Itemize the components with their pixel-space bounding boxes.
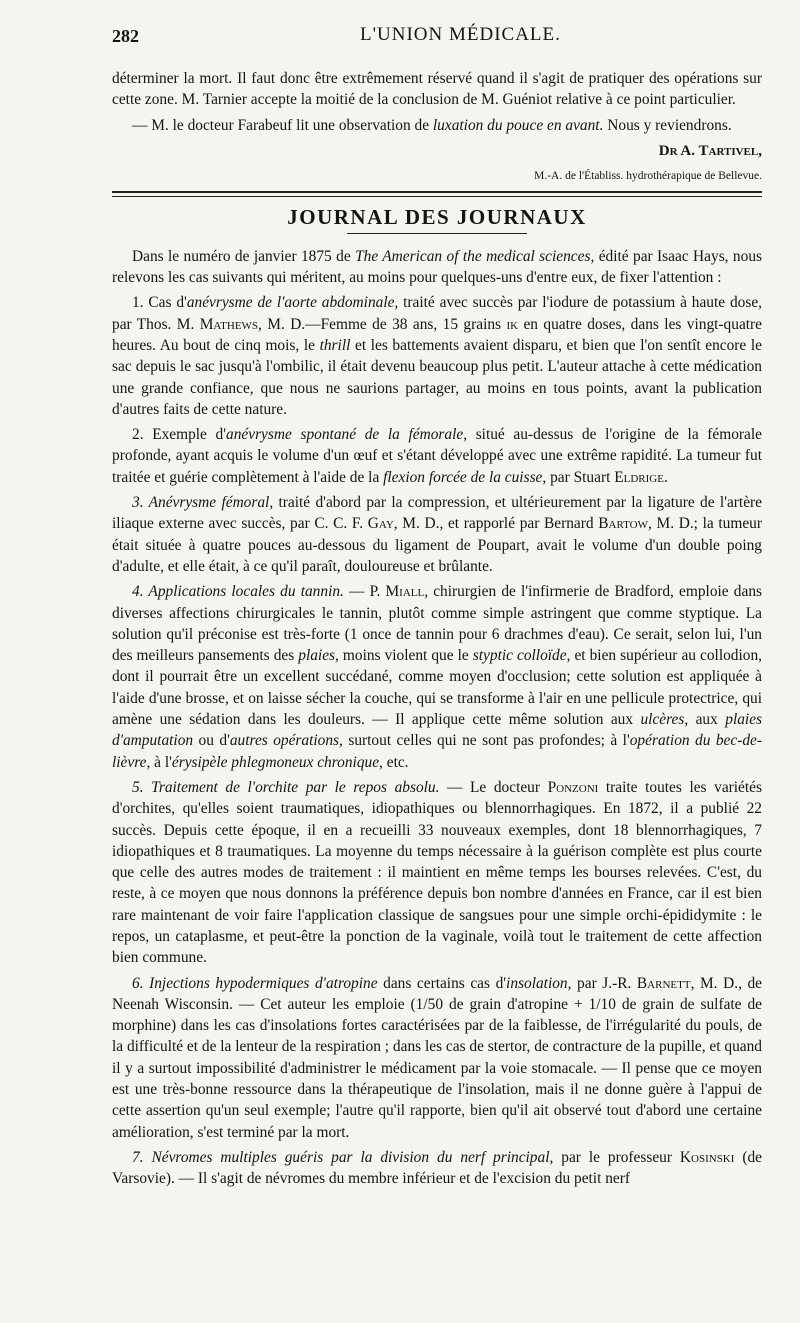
page-number: 282 bbox=[112, 26, 139, 46]
item-2: 2. Exemple d'anévrysme spontané de la fémorale, situé au-dessus de l'origine de la fémorale profonde, ayant acquis le volume d'un œuf et s'étant développé avec une extrême rapidité. La tumeur fut traitée et guérie complètement à l'aide de la flexion forcée de la cuisse, par Stuart Eldrige. bbox=[112, 426, 762, 486]
title-underline bbox=[347, 233, 527, 234]
lead-paragraph: Dans le numéro de janvier 1875 de The American of the medical sciences, édité par Isaac Hays, nous relevons les cas suivants qui méritent, au moins pour quelques-uns d'entre eux, de fixer l'attention : bbox=[112, 247, 763, 287]
running-title: L'UNION MÉDICALE. bbox=[360, 24, 561, 45]
section-title: JOURNAL DES JOURNAUX bbox=[287, 205, 587, 230]
page-header bbox=[112, 22, 762, 52]
item-3: 3. Anévrysme fémoral, traité d'abord par la compression, et ultérieurement par la ligature de l'artère iliaque externe avec succès, par C. C. F. Gay, M. D., et rapporlé par Bernard Bartow, M. D.; la tumeur était située à quatre pouces au-dessous du ligament de Poupart, avait le volume d'un double poing d'adulte, et elle était, à ce qu'il paraît, douloureuse et brûlante. bbox=[112, 494, 762, 575]
item-4: 4. Applications locales du tannin. — P. Miall, chirurgien de l'infirmerie de Bradford, emploie dans diverses affections chirurgicales le tannin, plutôt comme simple astringent que comme styptique. La solution qu'il préconise est très-forte (1 once de tannin pour 6 drachmes d'eau). Ce serait, selon lui, l'un des meilleurs pansements des plaies, moins violent que le styptic colloïde, et bien supérieur au collodion, dont il pourrait être un excellent succédané, comme moyen d'occlusion; cette solution est appliquée à l'aide d'une brosse, et on laisse sécher la couche, qui se transforme à l'air en une pellicule protectrice, qui amène une sédation dans les douleurs. — Il applique cette même solution aux ulcères, aux plaies d'amputation ou d'autres opérations, surtout celles qui ne sont pas profondes; à l'opération du bec-de-lièvre, à l'érysipèle phlegmoneux chronique, etc. bbox=[112, 583, 763, 771]
section-divider bbox=[112, 191, 762, 197]
farabeuf-paragraph: — M. le docteur Farabeuf lit une observation de luxation du pouce en avant. Nous y reviendrons. bbox=[132, 116, 732, 134]
item-5: 5. Traitement de l'orchite par le repos absolu. — Le docteur Ponzoni traite toutes les variétés d'orchites, qu'elles soient traumatiques, idiopathiques ou blennorrhagiques. En 1872, il a publié 22 succès. Depuis cette époque, il en a recueilli 33 nouveaux exemples, dont 18 blennorrhagiques, 7 idiopathiques et 8 traumatiques. La moyenne du temps nécessaire à la guérison complète est plus courte que celle des autres modes de traitement : il maintient en même temps les bourses relevées. C'est, du reste, à ce moyen que nous donnons la préférence depuis bon nombre d'années en France, car il est bien rare maintenant de voir faire l'application classique de sangsues pour une simple orchi-épididymite : le repos, un cataplasme, et peut-être la ponction de la vaginale, voilà tout le traitement de cette affection bien commune. bbox=[112, 778, 762, 967]
intro-paragraph: déterminer la mort. Il faut donc être extrêmement réservé quand il s'agit de pratiquer des opérations sur cette zone. M. Tarnier accepte la moitié de la conclusion de M. Guéniot relative à ce point particulier. bbox=[112, 70, 762, 109]
signature-role: M.-A. de l'Établiss. hydrothérapique de Bellevue. bbox=[534, 170, 762, 183]
signature-name: Dr A. Tartivel, bbox=[658, 142, 762, 159]
item-6: 6. Injections hypodermiques d'atropine dans certains cas d'insolation, par J.-R. Barnett, M. D., de Neenah Wisconsin. — Cet auteur les emploie (1/50 de grain d'atropine + 1/10 de grain de sulfate de morphine) dans les cas d'insolations fortes caractérisées par de la faiblesse, de l'irrégularité du pouls, de la difficulté et de la lenteur de la respiration ; dans les cas de stertor, de contracture de la pupille, et quand il y a surtout impossibilité d'administrer le médicament par la voie stomacale. — Il pense que ce moyen est une très-bonne ressource dans la thérapeutique de l'insolation, mais il ne donne guère à l'appui de cette assertion qu'un seul exemple; l'autre qu'il rapporte, bien qu'il ait observé tout d'abord une certaine amélioration, s'est terminé par la mort. bbox=[112, 974, 763, 1141]
item-7: 7. Névromes multiples guéris par la division du nerf principal, par le professeur Kosinski (de Varsovie). — Il s'agit de névromes du membre inférieur et de l'excision du petit nerf bbox=[112, 1148, 763, 1188]
page-body bbox=[112, 68, 762, 1194]
item-1: 1. Cas d'anévrysme de l'aorte abdominale, traité avec succès par l'iodure de potassium à haute dose, par Thos. M. Mathews, M. D.—Femme de 38 ans, 15 grains ik en quatre doses, dans les vingt-quatre heures. Au bout de cinq mois, le thrill et les battements avaient disparu, et bien que l'on sentît encore le sac depuis le sac jusqu'à l'ombilic, il était devenu beaucoup plus petit. L'auteur attache à cette médication une grande confiance, que nous ne saurions partager, au moins en tous points, avant la publication d'autres faits de cette nature. bbox=[112, 294, 763, 418]
